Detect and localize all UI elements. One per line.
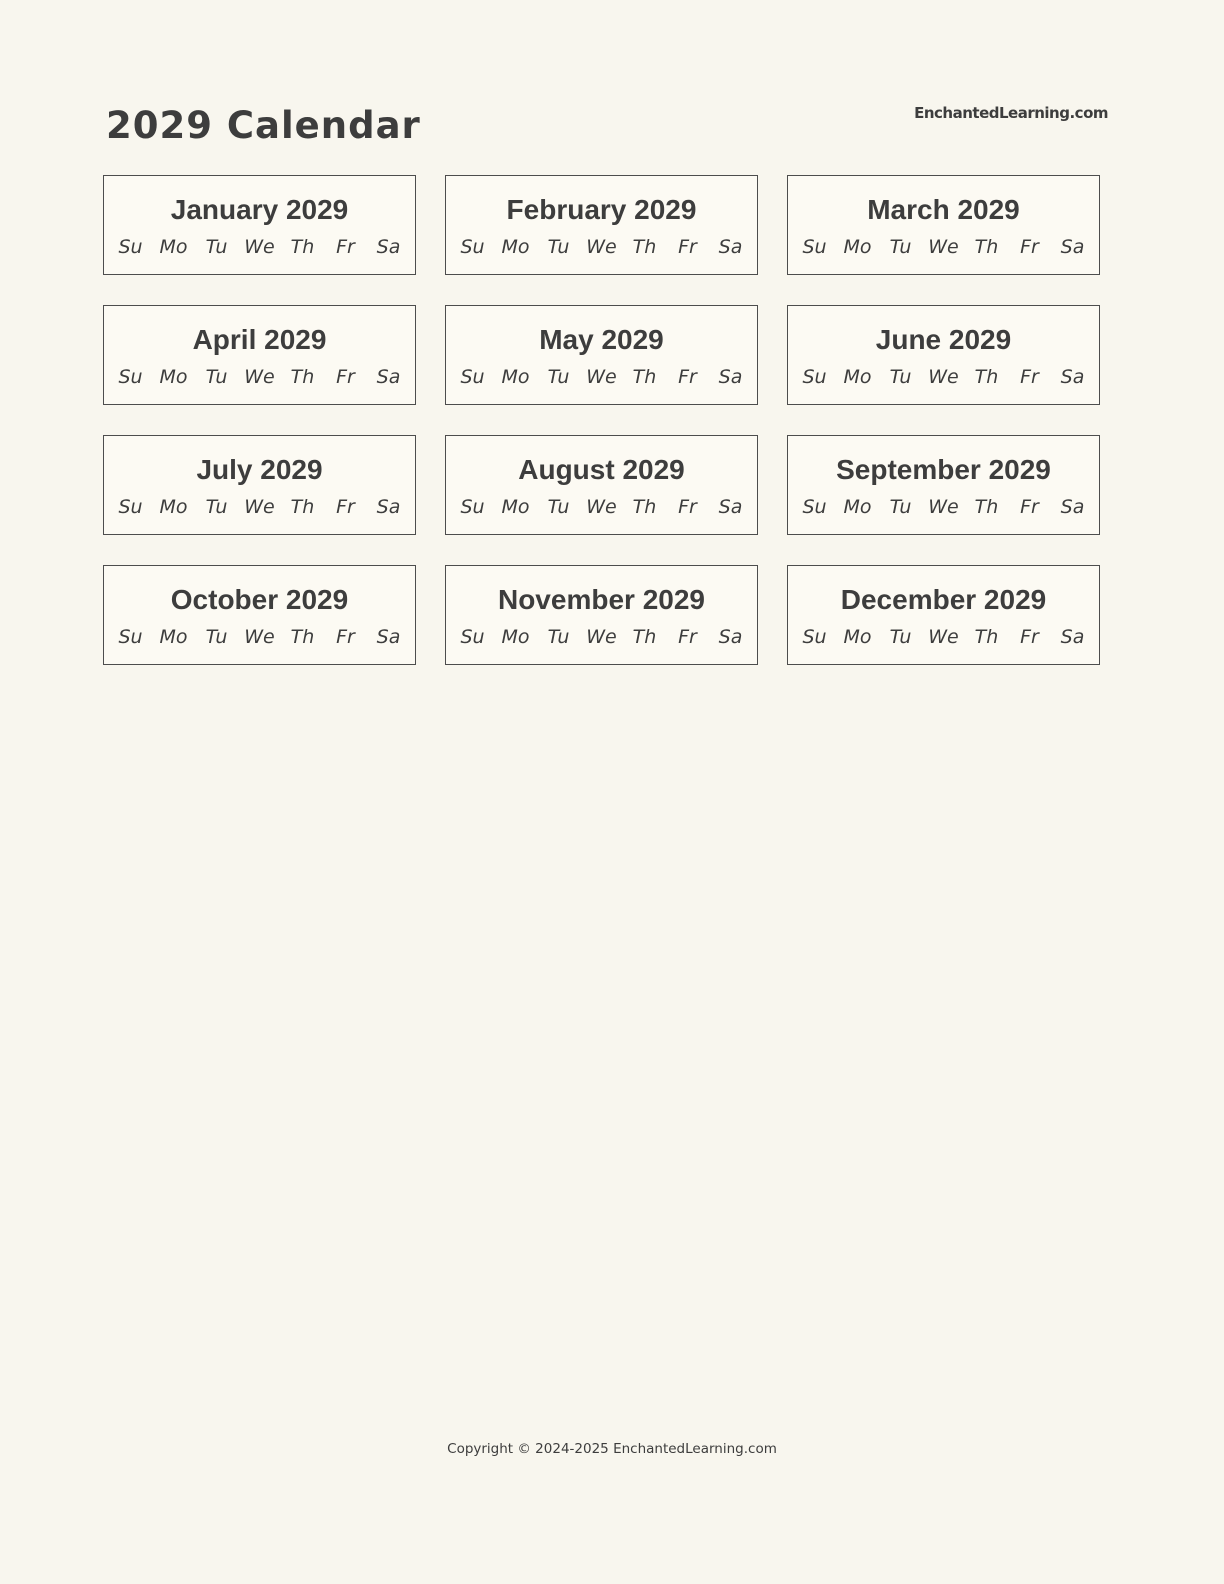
day-header-th: Th	[632, 496, 657, 518]
site-logo-text: EnchantedLearning.com	[914, 104, 1108, 122]
day-header-row	[793, 230, 1094, 264]
day-header-su: Su	[118, 236, 143, 258]
day-header-sa: Sa	[718, 366, 743, 388]
day-header-fr: Fr	[1020, 366, 1039, 388]
month-box-september-2029	[787, 435, 1100, 535]
day-header-mo: Mo	[843, 496, 872, 518]
day-header-su: Su	[460, 626, 485, 648]
day-header-th: Th	[974, 236, 999, 258]
day-header-tu: Tu	[205, 236, 228, 258]
month-table	[793, 230, 1094, 264]
month-table	[109, 490, 410, 524]
day-header-fr: Fr	[336, 366, 355, 388]
month-table	[451, 490, 752, 524]
month-box-may-2029	[445, 305, 758, 405]
day-header-tu: Tu	[547, 496, 570, 518]
day-header-mo: Mo	[843, 626, 872, 648]
day-header-we: We	[928, 366, 959, 388]
day-header-row	[451, 620, 752, 654]
day-header-fr: Fr	[1020, 626, 1039, 648]
day-header-row	[109, 230, 410, 264]
day-header-row	[793, 620, 1094, 654]
day-header-fr: Fr	[336, 236, 355, 258]
day-header-th: Th	[974, 496, 999, 518]
day-header-tu: Tu	[889, 366, 912, 388]
day-header-fr: Fr	[678, 496, 697, 518]
month-box-june-2029	[787, 305, 1100, 405]
day-header-th: Th	[290, 496, 315, 518]
month-table	[109, 620, 410, 654]
day-header-fr: Fr	[1020, 496, 1039, 518]
day-header-row	[451, 490, 752, 524]
day-header-th: Th	[290, 366, 315, 388]
day-header-su: Su	[802, 496, 827, 518]
day-header-tu: Tu	[547, 366, 570, 388]
day-header-row	[451, 230, 752, 264]
day-header-sa: Sa	[718, 626, 743, 648]
month-title: March 2029	[867, 194, 1020, 225]
day-header-tu: Tu	[547, 236, 570, 258]
page-title: 2029 Calendar	[106, 104, 421, 147]
month-box-february-2029	[445, 175, 758, 275]
day-header-row	[109, 490, 410, 524]
day-header-th: Th	[632, 626, 657, 648]
day-header-mo: Mo	[159, 496, 188, 518]
day-header-sa: Sa	[376, 626, 401, 648]
months-grid	[103, 175, 1100, 665]
day-header-th: Th	[290, 626, 315, 648]
day-header-su: Su	[118, 366, 143, 388]
month-box-july-2029	[103, 435, 416, 535]
day-header-tu: Tu	[889, 626, 912, 648]
day-header-row	[109, 620, 410, 654]
copyright-text: Copyright © 2024-2025 EnchantedLearning.com	[447, 1441, 777, 1457]
month-box-january-2029	[103, 175, 416, 275]
day-header-we: We	[244, 496, 275, 518]
day-header-sa: Sa	[1060, 626, 1085, 648]
day-header-su: Su	[118, 626, 143, 648]
day-header-su: Su	[460, 366, 485, 388]
month-title: June 2029	[875, 324, 1012, 355]
month-title: July 2029	[196, 454, 323, 485]
month-table	[451, 360, 752, 394]
day-header-tu: Tu	[889, 496, 912, 518]
month-table	[109, 230, 410, 264]
month-title: January 2029	[170, 194, 349, 225]
day-header-fr: Fr	[336, 626, 355, 648]
month-table	[451, 620, 752, 654]
day-header-we: We	[928, 626, 959, 648]
day-header-row	[451, 360, 752, 394]
day-header-sa: Sa	[1060, 496, 1085, 518]
day-header-tu: Tu	[889, 236, 912, 258]
month-box-march-2029	[787, 175, 1100, 275]
month-box-october-2029	[103, 565, 416, 665]
month-box-november-2029	[445, 565, 758, 665]
day-header-we: We	[586, 366, 617, 388]
day-header-we: We	[244, 236, 275, 258]
day-header-th: Th	[632, 366, 657, 388]
day-header-tu: Tu	[205, 496, 228, 518]
day-header-mo: Mo	[501, 236, 530, 258]
month-title: November 2029	[497, 584, 705, 615]
day-header-row	[109, 360, 410, 394]
month-title: April 2029	[192, 324, 327, 355]
day-header-sa: Sa	[376, 366, 401, 388]
day-header-su: Su	[460, 496, 485, 518]
day-header-su: Su	[802, 236, 827, 258]
day-header-fr: Fr	[1020, 236, 1039, 258]
day-header-sa: Sa	[376, 496, 401, 518]
day-header-we: We	[928, 496, 959, 518]
month-title: December 2029	[840, 584, 1047, 615]
day-header-row	[793, 360, 1094, 394]
day-header-mo: Mo	[501, 366, 530, 388]
month-box-december-2029	[787, 565, 1100, 665]
day-header-tu: Tu	[205, 366, 228, 388]
day-header-we: We	[244, 366, 275, 388]
day-header-sa: Sa	[376, 236, 401, 258]
day-header-th: Th	[974, 366, 999, 388]
day-header-fr: Fr	[678, 366, 697, 388]
day-header-we: We	[586, 236, 617, 258]
day-header-mo: Mo	[501, 496, 530, 518]
day-header-th: Th	[974, 626, 999, 648]
day-header-we: We	[586, 496, 617, 518]
day-header-mo: Mo	[159, 626, 188, 648]
day-header-mo: Mo	[501, 626, 530, 648]
month-box-april-2029	[103, 305, 416, 405]
month-table	[793, 620, 1094, 654]
day-header-we: We	[928, 236, 959, 258]
day-header-mo: Mo	[159, 366, 188, 388]
day-header-sa: Sa	[718, 236, 743, 258]
day-header-row	[793, 490, 1094, 524]
day-header-fr: Fr	[678, 626, 697, 648]
day-header-we: We	[244, 626, 275, 648]
day-header-su: Su	[460, 236, 485, 258]
day-header-tu: Tu	[547, 626, 570, 648]
day-header-fr: Fr	[336, 496, 355, 518]
day-header-su: Su	[802, 366, 827, 388]
month-title: October 2029	[170, 584, 349, 615]
day-header-we: We	[586, 626, 617, 648]
month-table	[451, 230, 752, 264]
month-table	[109, 360, 410, 394]
day-header-mo: Mo	[843, 236, 872, 258]
day-header-tu: Tu	[205, 626, 228, 648]
month-table	[793, 490, 1094, 524]
month-title: August 2029	[518, 454, 685, 485]
month-title: September 2029	[836, 454, 1051, 485]
day-header-fr: Fr	[678, 236, 697, 258]
day-header-sa: Sa	[1060, 236, 1085, 258]
day-header-su: Su	[118, 496, 143, 518]
month-title: February 2029	[506, 194, 697, 225]
month-box-august-2029	[445, 435, 758, 535]
day-header-sa: Sa	[718, 496, 743, 518]
month-table	[793, 360, 1094, 394]
day-header-th: Th	[290, 236, 315, 258]
day-header-th: Th	[632, 236, 657, 258]
day-header-su: Su	[802, 626, 827, 648]
day-header-mo: Mo	[843, 366, 872, 388]
day-header-sa: Sa	[1060, 366, 1085, 388]
month-title: May 2029	[539, 324, 664, 355]
day-header-mo: Mo	[159, 236, 188, 258]
